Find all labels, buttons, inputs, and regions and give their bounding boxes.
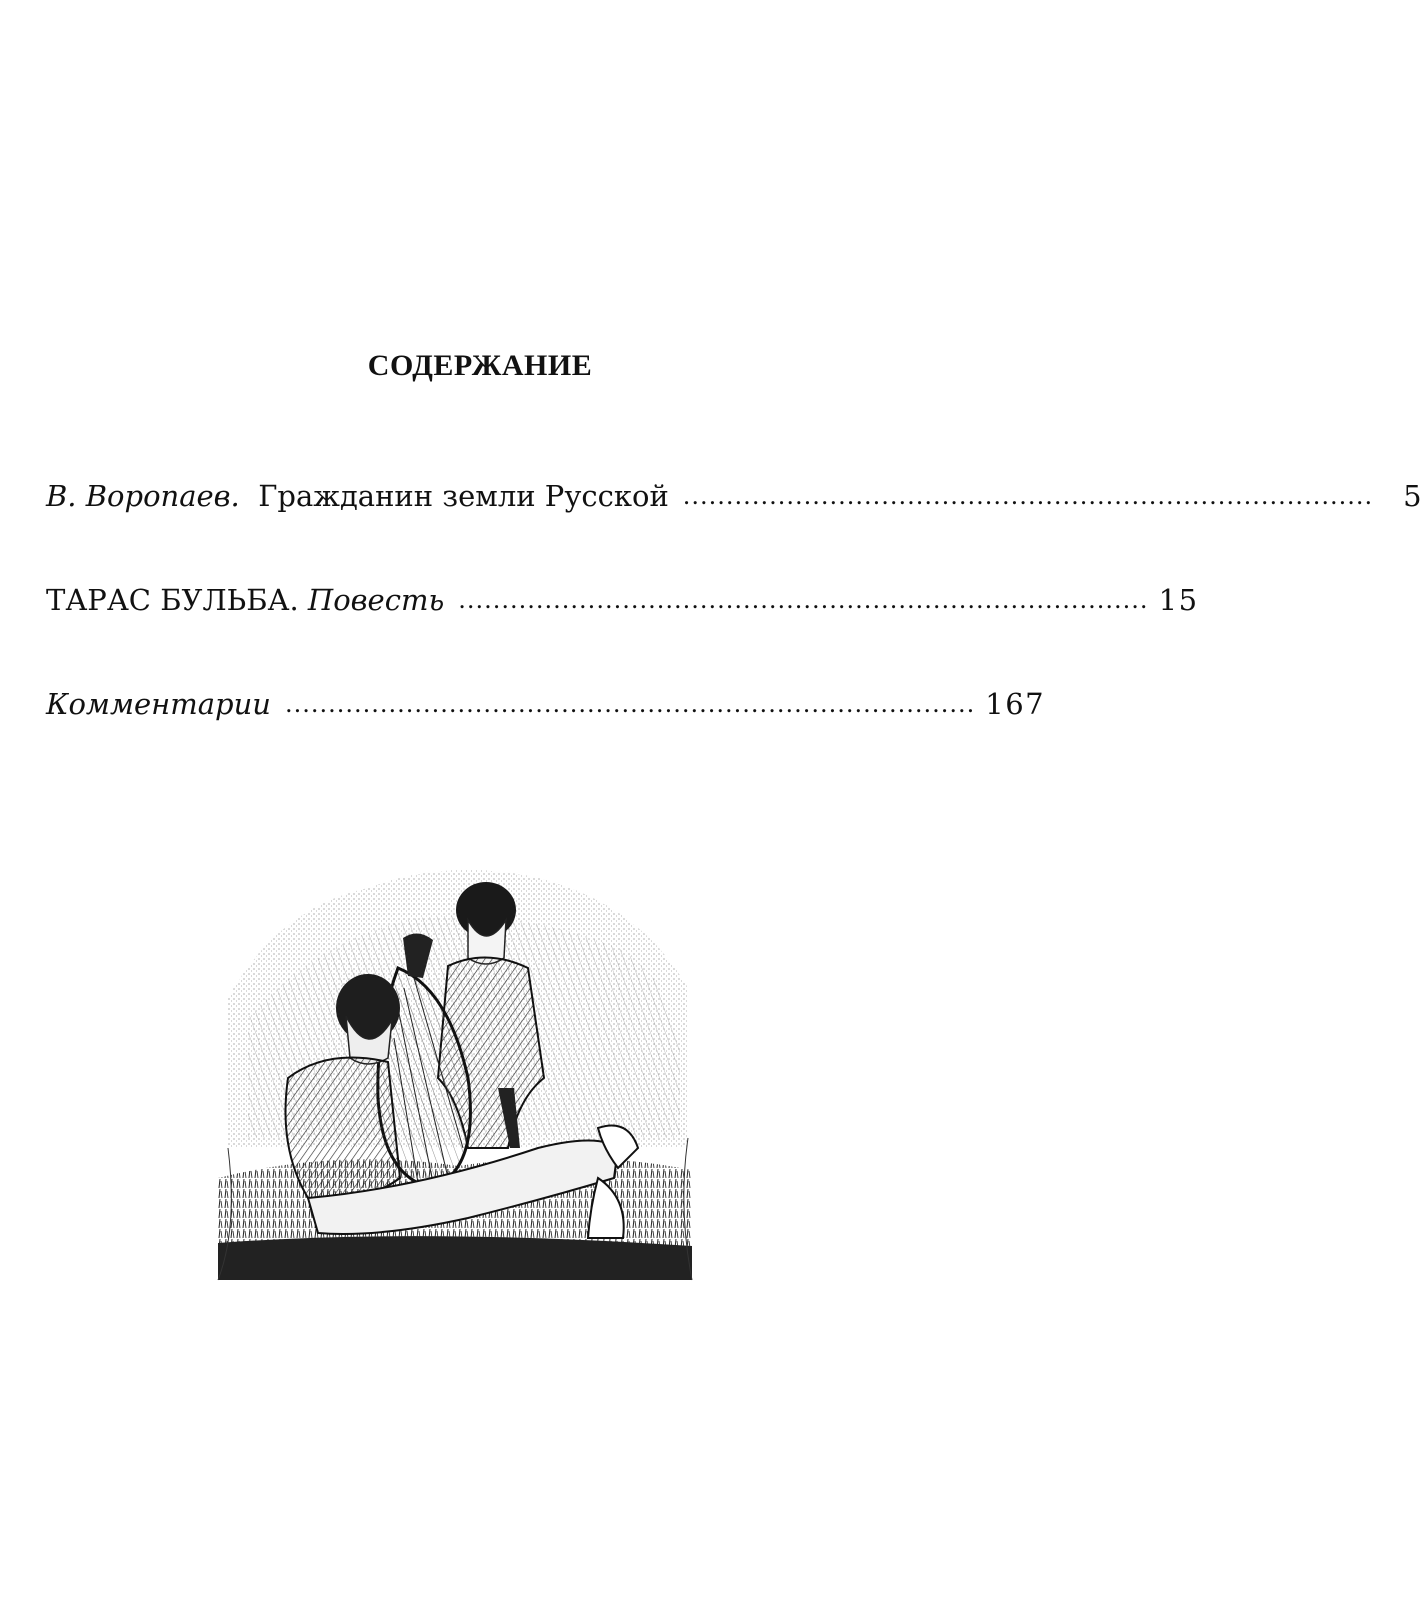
toc-entry-introduction[interactable] (46, 476, 1423, 516)
toc-entry-taras-bulba[interactable] (46, 580, 1199, 620)
toc-leader-dots: ................................................................................ (458, 586, 1149, 614)
ground-shadow (218, 1236, 692, 1280)
toc-leader-dots: ................................................................................ (682, 482, 1374, 510)
toc-entry-commentary[interactable] (46, 684, 1046, 724)
toc-title: Комментарии (46, 687, 271, 721)
toc-page-number: 167 (985, 687, 1046, 721)
toc-subtitle: Повесть (307, 583, 445, 617)
toc-title: Гражданин земли Русской (258, 479, 669, 513)
toc-title: ТАРАС БУЛЬБА. (46, 583, 299, 617)
engraving-illustration (218, 848, 692, 1280)
toc-page-number: 5 (1403, 479, 1423, 513)
contents-heading: СОДЕРЖАНИЕ (367, 349, 593, 382)
toc-page-number: 15 (1158, 583, 1199, 617)
toc-author: В. Воропаев. (46, 479, 240, 513)
toc-leader-dots: ................................................................................ (284, 690, 976, 718)
